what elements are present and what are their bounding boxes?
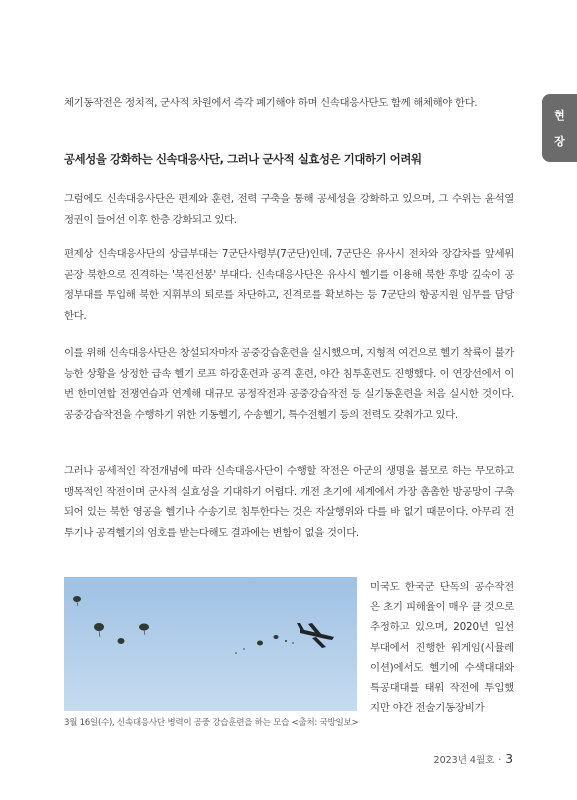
- issue-label: 2023년 4월호: [433, 755, 495, 766]
- section-heading: 공세성을 강화하는 신속대응사단, 그러나 군사적 실효성은 기대하기 어려워: [64, 152, 422, 166]
- paragraph-1: 체기동작전은 정치적, 군사적 차원에서 즉각 폐기해야 하며 신속대응사단도 함께 해체해야 한다.: [64, 97, 478, 109]
- page-number: 3: [505, 752, 513, 766]
- section-tab-char-2: 장: [554, 135, 565, 148]
- paragraph-4: 이를 위해 신속대응사단은 창설되자마자 공중강습훈련을 실시했으며, 지형적 여건으로 헬기 착륙이 불가능한 상황을 상정한 급속 헬기 로프 하강훈련과 공격 훈련, 야간 침투훈련도 진행했다. 이 연장선에서 이번 한미연합 전쟁연습과 연계해 대규모 공정작전과 공중강습작전 등 실기동훈련을 처음 실시한 것이다. 공중강습작전을 수행하기 위한 기동헬기, 수송헬기, 특수전헬기 등의 전력도 갖춰가고 있다.: [64, 347, 514, 421]
- paragraph-3: 편제상 신속대응사단의 상급부대는 7군단사령부(7군단)인데, 7군단은 유사시 전차와 장갑차를 앞세워 곧장 북한으로 진격하는 '북진선봉' 부대다. 신속대응사단은 유사시 헬기를 이용해 북한 후방 깊숙이 공정부대를 투입해 북한 지휘부의 퇴로를 차단하고, 진격로를 확보하는 등 7군단의 항공지원 임무를 담당한다.: [64, 248, 514, 322]
- training-photo: [64, 577, 357, 711]
- section-tab: [542, 94, 577, 162]
- paratroopers-image: [64, 577, 357, 711]
- footer-separator: ·: [498, 755, 502, 766]
- photo-caption: 3월 16일(수), 신속대응사단 병력이 공중 강습훈련을 하는 모습 <출처: 국방일보>: [64, 718, 359, 728]
- page-footer: [434, 752, 513, 766]
- section-tab-char-1: 현: [554, 109, 565, 122]
- paragraph-5: 그러나 공세적인 작전개념에 따라 신속대응사단이 수행할 작전은 아군의 생명을 볼모로 하는 무모하고 맹목적인 작전이며 군사적 실효성을 기대하기 어렵다. 개전 초기에 세계에서 가장 촘촘한 방공망이 구축되어 있는 북한 영공을 헬기나 수송기로 침투한다는 것은 자살행위와 다를 바 없기 때문이다. 아무리 전투기나 공격헬기의 엄호를 받는다해도 결과에는 변함이 없을 것이다.: [64, 465, 514, 539]
- side-paragraph: 미국도 한국군 단독의 공수작전은 초기 피해율이 매우 클 것으로 추정하고 있으며, 2020년 일선 부대에서 진행한 워게임(시뮬레이션)에서도 헬기에 수색대대와 특공대대를 태워 작전에 투입했지만 야간 전술기동장비가: [370, 581, 514, 715]
- paragraph-2: 그럼에도 신속대응사단은 편제와 훈련, 전력 구축을 통해 공세성을 강화하고 있으며, 그 수위는 윤석열 정권이 들어선 이후 한층 강화되고 있다.: [64, 193, 514, 226]
